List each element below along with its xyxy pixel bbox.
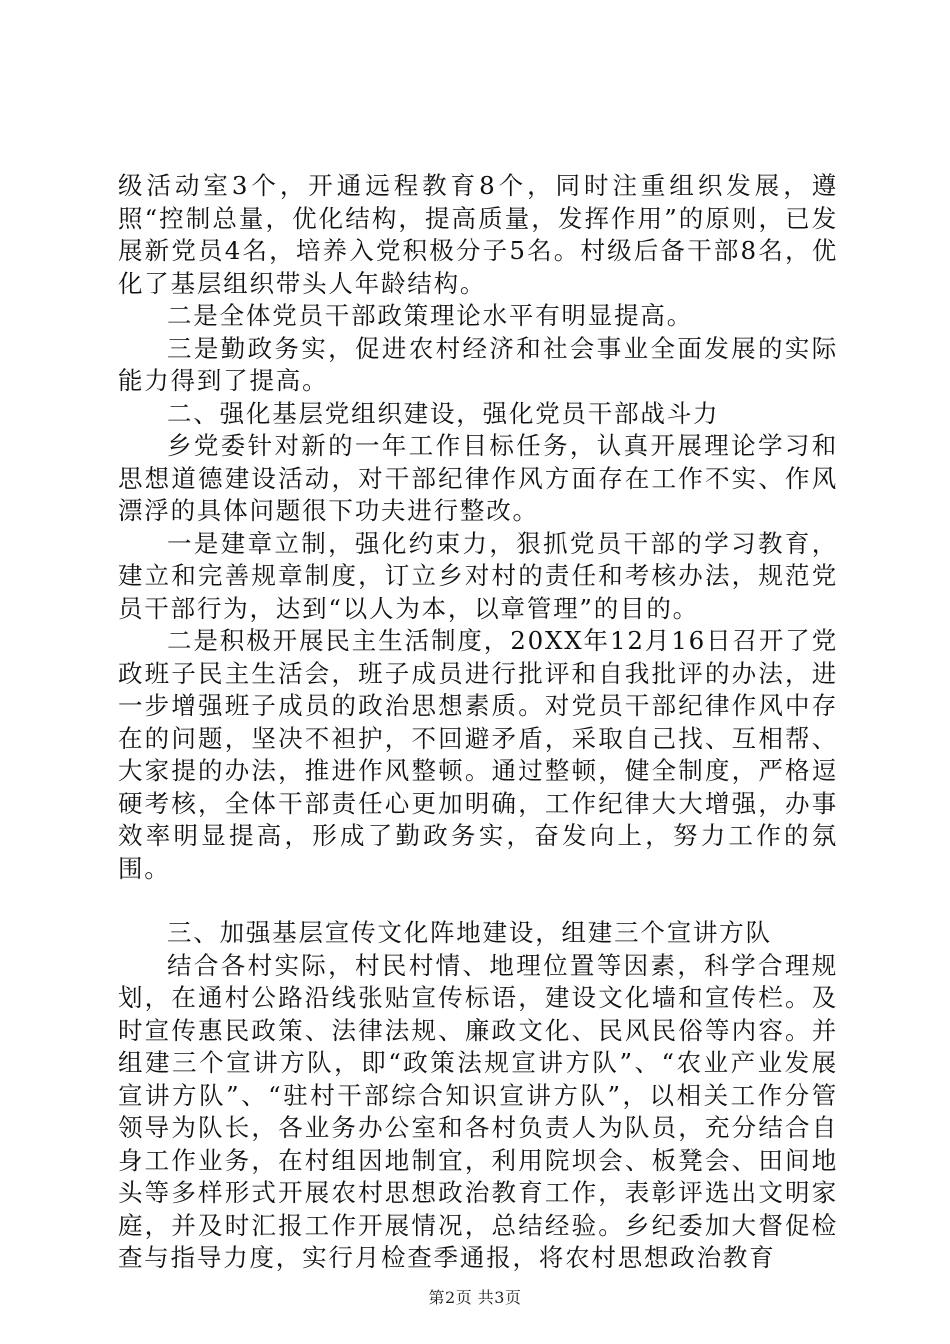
section-heading-three: 三、加强基层宣传文化阵地建设，组建三个宣讲方队: [167, 918, 772, 947]
paragraph-continuation: 级活动室3个，开通远程教育8个，同时注重组织发展，遵照“控制总量，优化结构，提高质量，发挥作用”的原则，已发展新党员4名，培养入党积极分子5名。村级后备干部8名，优化了基层组织带头人年龄结构。: [118, 171, 838, 298]
paragraph-rules: 一是建章立制，强化约束力，狠抓党员干部的学习教育，建立和完善规章制度，订立乡对村的责任和考核办法，规范党员干部行为，达到“以人为本，以章管理”的目的。: [118, 528, 838, 623]
page-footer: 第2页 共3页: [428, 1288, 522, 1307]
document-body: [118, 170, 838, 1275]
paragraph-point-three: 三是勤政务实，促进农村经济和社会事业全面发展的实际能力得到了提高。: [118, 333, 838, 395]
paragraph-point-two: 二是全体党员干部政策理论水平有明显提高。: [167, 301, 693, 330]
paragraph-democratic-life: 二是积极开展民主生活制度，20XX年12月16日召开了党政班子民主生活会，班子成员进行批评和自我批评的办法，进一步增强班子成员的政治思想素质。对党员干部纪律作风中存在的问题，坚决不袒护，不回避矛盾，采取自己找、互相帮、大家提的办法，推进作风整顿。通过整顿，健全制度，严格逗硬考核，全体干部责任心更加明确，工作纪律大大增强，办事效率明显提高，形成了勤政务实，奋发向上，努力工作的氛围。: [118, 626, 838, 883]
section-heading-two: 二、强化基层党组织建设，强化党员干部战斗力: [167, 398, 720, 428]
paragraph-propaganda: 结合各村实际，村民村情、地理位置等因素，科学合理规划，在通村公路沿线张贴宣传标语，建设文化墙和宣传栏。及时宣传惠民政策、法律法规、廉政文化、民风民俗等内容。并组建三个宣讲方队，即“政策法规宣讲方队”、“农业产业发展宣讲方队”、“驻村干部综合知识宣讲方队”，以相关工作分管领导为队长，各业务办公室和各村负责人为队员，充分结合自身工作业务，在村组因地制宜，利用院坝会、板凳会、田间地头等多样形式开展农村思想政治教育工作，表彰评选出文明家庭，并及时汇报工作开展情况，总结经验。乡纪委加大督促检查与指导力度，实行月检查季通报，将农村思想政治教育: [118, 950, 838, 1272]
paragraph-party-committee: 乡党委针对新的一年工作目标任务，认真开展理论学习和思想道德建设活动，对干部纪律作风方面存在工作不实、作风漂浮的具体问题很下功夫进行整改。: [118, 431, 838, 525]
